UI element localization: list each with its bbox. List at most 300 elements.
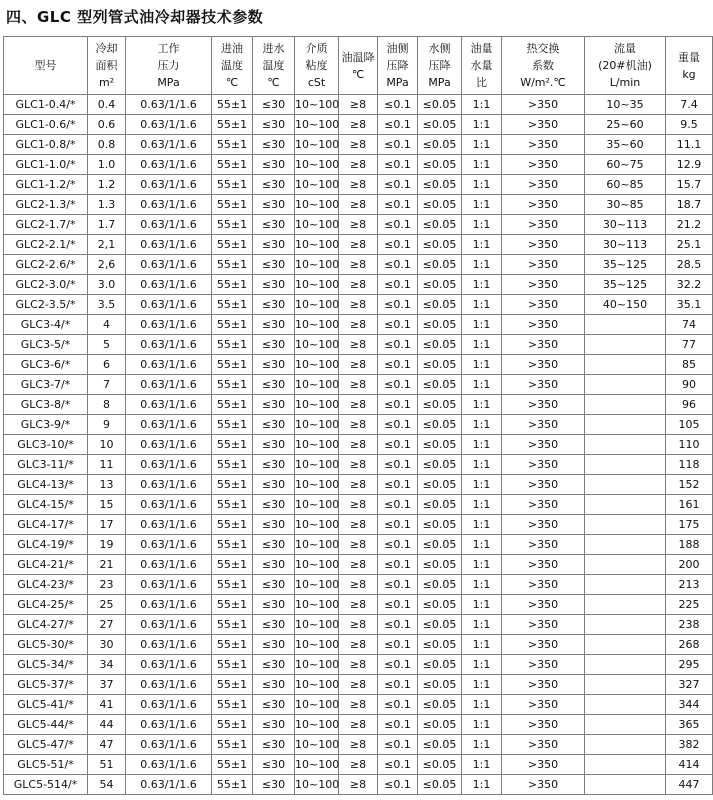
header-cell [418, 37, 462, 95]
table-row [4, 295, 713, 315]
table-cell: 7.4 [666, 95, 713, 115]
table-cell: 10~100 [295, 355, 339, 375]
table-row [4, 755, 713, 775]
table-cell: ≤30 [253, 535, 295, 555]
table-cell: >350 [502, 335, 585, 355]
table-cell: ≤0.1 [378, 115, 418, 135]
table-cell: ≤0.05 [418, 575, 462, 595]
table-cell: 55±1 [212, 295, 253, 315]
table-cell [585, 755, 666, 775]
table-cell: ≤0.1 [378, 295, 418, 315]
table-row [4, 195, 713, 215]
header-line: ℃ [267, 76, 280, 89]
table-row [4, 235, 713, 255]
table-cell: 10~100 [295, 235, 339, 255]
table-row [4, 115, 713, 135]
table-cell: ≤30 [253, 695, 295, 715]
table-cell: 0.8 [88, 135, 126, 155]
header-line: (20#机油) [598, 59, 652, 72]
table-cell: 0.63/1/1.6 [126, 615, 212, 635]
table-cell: ≤0.1 [378, 575, 418, 595]
table-cell: 55±1 [212, 715, 253, 735]
table-row [4, 155, 713, 175]
table-row [4, 435, 713, 455]
table-cell: >350 [502, 135, 585, 155]
table-cell [585, 575, 666, 595]
table-cell: 10~100 [295, 375, 339, 395]
table-cell: ≤0.05 [418, 595, 462, 615]
table-cell: >350 [502, 695, 585, 715]
table-cell: 1:1 [462, 95, 502, 115]
table-cell: ≤0.05 [418, 535, 462, 555]
header-cell [585, 37, 666, 95]
table-cell: ≤0.05 [418, 155, 462, 175]
table-row [4, 495, 713, 515]
table-cell [585, 355, 666, 375]
table-cell: 55±1 [212, 275, 253, 295]
header-line: ℃ [351, 67, 365, 81]
table-cell: 1:1 [462, 495, 502, 515]
table-cell: ≤0.05 [418, 415, 462, 435]
table-cell: >350 [502, 195, 585, 215]
header-cell [462, 37, 502, 95]
model-cell: GLC4-13/* [4, 475, 88, 495]
table-cell: 21.2 [666, 215, 713, 235]
table-cell: ≤30 [253, 395, 295, 415]
table-cell: 35~125 [585, 255, 666, 275]
table-cell: ≥8 [339, 575, 378, 595]
table-cell: 25~60 [585, 115, 666, 135]
table-cell: 47 [88, 735, 126, 755]
table-cell: ≤0.1 [378, 415, 418, 435]
table-cell: ≤0.05 [418, 675, 462, 695]
table-cell: ≤0.1 [378, 255, 418, 275]
table-cell: 0.63/1/1.6 [126, 155, 212, 175]
table-cell: ≤30 [253, 575, 295, 595]
table-cell: ≥8 [339, 675, 378, 695]
table-cell: 0.63/1/1.6 [126, 575, 212, 595]
table-cell: 55±1 [212, 735, 253, 755]
table-cell: 12.9 [666, 155, 713, 175]
table-cell: ≥8 [339, 95, 378, 115]
table-cell: ≤30 [253, 555, 295, 575]
table-cell: 0.63/1/1.6 [126, 115, 212, 135]
table-cell: 28.5 [666, 255, 713, 275]
header-line: 热交换 [526, 42, 560, 55]
table-cell: 1.2 [88, 175, 126, 195]
table-cell: 10~100 [295, 555, 339, 575]
table-cell: 55±1 [212, 135, 253, 155]
table-cell: 0.63/1/1.6 [126, 275, 212, 295]
table-cell: ≤30 [253, 295, 295, 315]
table-cell: ≥8 [339, 495, 378, 515]
table-row [4, 735, 713, 755]
model-cell: GLC5-41/* [4, 695, 88, 715]
table-cell: 15.7 [666, 175, 713, 195]
table-cell: 55±1 [212, 695, 253, 715]
table-cell: ≤0.05 [418, 555, 462, 575]
table-cell: >350 [502, 375, 585, 395]
header-line: ℃ [225, 76, 239, 89]
table-cell: 225 [666, 595, 713, 615]
table-cell: 35~60 [585, 135, 666, 155]
table-row [4, 355, 713, 375]
header-line: 面积 [95, 59, 118, 72]
table-cell: >350 [502, 595, 585, 615]
table-cell: ≤0.05 [418, 695, 462, 715]
table-cell: 55±1 [212, 175, 253, 195]
table-cell: 327 [666, 675, 713, 695]
table-cell: 110 [666, 435, 713, 455]
table-cell: 55±1 [212, 775, 253, 795]
table-cell: ≤0.05 [418, 775, 462, 795]
table-cell: ≤30 [253, 415, 295, 435]
table-cell: 0.63/1/1.6 [126, 395, 212, 415]
page-title: 四、GLC 型列管式油冷却器技术参数 [6, 8, 264, 26]
table-cell: ≥8 [339, 695, 378, 715]
table-cell: ≥8 [339, 195, 378, 215]
table-cell: ≤0.05 [418, 335, 462, 355]
table-cell: 1:1 [462, 155, 502, 175]
table-cell: ≤0.05 [418, 195, 462, 215]
table-cell: 1:1 [462, 215, 502, 235]
model-cell: GLC1-0.4/* [4, 95, 88, 115]
table-cell: >350 [502, 675, 585, 695]
table-row [4, 475, 713, 495]
table-cell: 55±1 [212, 215, 253, 235]
table-cell: >350 [502, 515, 585, 535]
model-cell: GLC5-34/* [4, 655, 88, 675]
table-cell: 2,6 [88, 255, 126, 275]
table-cell: 1:1 [462, 615, 502, 635]
table-cell [585, 415, 666, 435]
table-row [4, 215, 713, 235]
table-cell: >350 [502, 435, 585, 455]
table-cell: 10~100 [295, 695, 339, 715]
table-cell: >350 [502, 415, 585, 435]
table-cell: 35~125 [585, 275, 666, 295]
table-cell: 34 [88, 655, 126, 675]
header-cell [4, 37, 88, 95]
table-cell: 1:1 [462, 235, 502, 255]
header-line: 油量 [470, 42, 493, 55]
table-cell: 27 [88, 615, 126, 635]
model-cell: GLC3-5/* [4, 335, 88, 355]
table-cell: ≤0.05 [418, 95, 462, 115]
table-cell: 200 [666, 555, 713, 575]
table-cell: 23 [88, 575, 126, 595]
table-cell: ≤0.1 [378, 615, 418, 635]
table-cell: 55±1 [212, 255, 253, 275]
table-cell: 0.63/1/1.6 [126, 295, 212, 315]
header-line: 压降 [428, 59, 451, 72]
table-cell: ≤0.1 [378, 775, 418, 795]
table-cell: 0.63/1/1.6 [126, 135, 212, 155]
table-cell: 4 [88, 315, 126, 335]
table-cell: 55±1 [212, 395, 253, 415]
table-cell: 55±1 [212, 595, 253, 615]
table-cell: 188 [666, 535, 713, 555]
table-cell: 10~100 [295, 315, 339, 335]
table-cell: ≤0.05 [418, 755, 462, 775]
table-cell: ≤0.1 [378, 535, 418, 555]
table-cell: 447 [666, 775, 713, 795]
table-cell: 55±1 [212, 235, 253, 255]
header-line: MPa [157, 76, 180, 89]
header-line: 油侧 [386, 42, 409, 55]
table-cell: 105 [666, 415, 713, 435]
model-cell: GLC3-7/* [4, 375, 88, 395]
table-cell [585, 515, 666, 535]
table-row [4, 135, 713, 155]
table-cell: ≥8 [339, 215, 378, 235]
table-cell: >350 [502, 255, 585, 275]
table-cell: ≤30 [253, 95, 295, 115]
table-cell: 40~150 [585, 295, 666, 315]
table-cell: 25 [88, 595, 126, 615]
table-cell: 0.63/1/1.6 [126, 755, 212, 775]
table-cell: ≥8 [339, 615, 378, 635]
table-cell: ≤0.05 [418, 495, 462, 515]
table-cell: 1:1 [462, 555, 502, 575]
table-cell: ≥8 [339, 515, 378, 535]
table-cell: 1:1 [462, 755, 502, 775]
model-cell: GLC4-15/* [4, 495, 88, 515]
table-cell: ≤0.1 [378, 195, 418, 215]
table-cell: >350 [502, 215, 585, 235]
table-cell: >350 [502, 275, 585, 295]
table-cell: 55±1 [212, 615, 253, 635]
header-cell [339, 37, 378, 95]
table-cell: 0.63/1/1.6 [126, 535, 212, 555]
table-cell: 54 [88, 775, 126, 795]
table-cell: ≥8 [339, 395, 378, 415]
table-cell: 55±1 [212, 335, 253, 355]
header-line: 压力 [157, 59, 180, 72]
table-cell: ≤30 [253, 315, 295, 335]
table-cell: 55±1 [212, 315, 253, 335]
table-cell [585, 335, 666, 355]
table-cell: >350 [502, 95, 585, 115]
table-cell: 0.63/1/1.6 [126, 495, 212, 515]
model-cell: GLC3-9/* [4, 415, 88, 435]
table-cell: 1:1 [462, 655, 502, 675]
header-cell [88, 37, 126, 95]
model-cell: GLC5-44/* [4, 715, 88, 735]
table-cell: 10~100 [295, 95, 339, 115]
table-cell: 30~85 [585, 195, 666, 215]
table-cell: 0.63/1/1.6 [126, 655, 212, 675]
table-row [4, 395, 713, 415]
header-line: 油温降 [341, 50, 375, 64]
table-cell: 1:1 [462, 335, 502, 355]
table-cell: ≥8 [339, 655, 378, 675]
table-cell: 10~100 [295, 595, 339, 615]
table-cell: 55±1 [212, 555, 253, 575]
model-cell: GLC2-2.1/* [4, 235, 88, 255]
table-cell: 55±1 [212, 355, 253, 375]
model-cell: GLC5-30/* [4, 635, 88, 655]
table-cell: 11 [88, 455, 126, 475]
table-cell [585, 775, 666, 795]
table-cell: ≤0.1 [378, 695, 418, 715]
table-cell: 60~85 [585, 175, 666, 195]
table-cell: ≥8 [339, 435, 378, 455]
table-cell: 0.63/1/1.6 [126, 635, 212, 655]
table-cell: 1:1 [462, 695, 502, 715]
table-cell: 1.7 [88, 215, 126, 235]
table-cell: 41 [88, 695, 126, 715]
table-cell: 0.63/1/1.6 [126, 355, 212, 375]
table-cell: 55±1 [212, 155, 253, 175]
table-row [4, 375, 713, 395]
model-cell: GLC5-51/* [4, 755, 88, 775]
model-cell: GLC1-0.6/* [4, 115, 88, 135]
model-cell: GLC5-47/* [4, 735, 88, 755]
table-cell: ≤0.05 [418, 475, 462, 495]
table-cell: ≤30 [253, 735, 295, 755]
spec-table [3, 36, 713, 795]
table-row [4, 275, 713, 295]
table-cell: 55±1 [212, 675, 253, 695]
table-cell: ≤30 [253, 375, 295, 395]
table-cell: ≤30 [253, 235, 295, 255]
table-cell: >350 [502, 655, 585, 675]
table-cell: >350 [502, 295, 585, 315]
table-cell: ≤0.1 [378, 375, 418, 395]
table-cell: 10~100 [295, 575, 339, 595]
table-row [4, 575, 713, 595]
table-cell: ≤0.1 [378, 455, 418, 475]
table-cell: 10~100 [295, 155, 339, 175]
header-line: m² [98, 76, 115, 89]
table-cell: ≤0.1 [378, 175, 418, 195]
table-cell: ≥8 [339, 455, 378, 475]
header-line: 型号 [34, 59, 57, 72]
table-cell: 161 [666, 495, 713, 515]
model-cell: GLC2-2.6/* [4, 255, 88, 275]
table-row [4, 175, 713, 195]
table-cell: 10~100 [295, 715, 339, 735]
table-cell: 295 [666, 655, 713, 675]
table-cell: 1:1 [462, 295, 502, 315]
model-cell: GLC4-27/* [4, 615, 88, 635]
table-cell: ≤0.1 [378, 555, 418, 575]
table-cell: 3.0 [88, 275, 126, 295]
header-line: 工作 [157, 42, 180, 55]
table-row [4, 655, 713, 675]
table-cell: 0.63/1/1.6 [126, 315, 212, 335]
table-row [4, 535, 713, 555]
table-cell: 10~100 [295, 135, 339, 155]
model-cell: GLC3-6/* [4, 355, 88, 375]
table-cell: 0.63/1/1.6 [126, 695, 212, 715]
model-cell: GLC5-514/* [4, 775, 88, 795]
table-row [4, 255, 713, 275]
table-cell: 55±1 [212, 475, 253, 495]
table-cell: ≤0.05 [418, 655, 462, 675]
table-cell: >350 [502, 775, 585, 795]
table-cell: 0.63/1/1.6 [126, 455, 212, 475]
table-cell: 9.5 [666, 115, 713, 135]
table-row [4, 95, 713, 115]
table-cell: ≤30 [253, 515, 295, 535]
table-cell: 60~75 [585, 155, 666, 175]
table-cell: 1:1 [462, 435, 502, 455]
table-cell: ≤30 [253, 715, 295, 735]
table-cell: ≥8 [339, 115, 378, 135]
table-cell: 11.1 [666, 135, 713, 155]
table-cell: 10~100 [295, 775, 339, 795]
model-cell: GLC3-4/* [4, 315, 88, 335]
table-cell: 1:1 [462, 535, 502, 555]
table-cell: 55±1 [212, 115, 253, 135]
header-line: 压降 [386, 59, 409, 72]
table-cell: ≤0.1 [378, 135, 418, 155]
table-cell: ≤30 [253, 255, 295, 275]
table-cell: 10~100 [295, 195, 339, 215]
table-cell: 3.5 [88, 295, 126, 315]
table-cell: 0.63/1/1.6 [126, 215, 212, 235]
table-cell: ≤0.1 [378, 495, 418, 515]
table-cell: 90 [666, 375, 713, 395]
header-cell [212, 37, 253, 95]
model-cell: GLC4-17/* [4, 515, 88, 535]
model-cell: GLC1-1.2/* [4, 175, 88, 195]
table-cell: ≤0.1 [378, 735, 418, 755]
table-cell: >350 [502, 355, 585, 375]
table-cell: 1:1 [462, 675, 502, 695]
table-cell: 0.63/1/1.6 [126, 415, 212, 435]
table-cell: ≤0.1 [378, 235, 418, 255]
table-cell: 44 [88, 715, 126, 735]
model-cell: GLC4-25/* [4, 595, 88, 615]
table-cell: ≤0.05 [418, 515, 462, 535]
table-cell: ≤0.05 [418, 435, 462, 455]
table-cell: 175 [666, 515, 713, 535]
table-cell: 238 [666, 615, 713, 635]
model-cell: GLC5-37/* [4, 675, 88, 695]
table-cell: 30~113 [585, 235, 666, 255]
table-cell: 1:1 [462, 395, 502, 415]
table-cell: ≤30 [253, 215, 295, 235]
table-cell: ≤30 [253, 135, 295, 155]
table-cell: 25.1 [666, 235, 713, 255]
table-cell: 365 [666, 715, 713, 735]
table-cell: 0.63/1/1.6 [126, 255, 212, 275]
table-cell: 1:1 [462, 575, 502, 595]
table-cell: 10~100 [295, 535, 339, 555]
table-cell: 414 [666, 755, 713, 775]
table-row [4, 415, 713, 435]
table-cell: 1.3 [88, 195, 126, 215]
table-cell: 2,1 [88, 235, 126, 255]
table-cell: 55±1 [212, 575, 253, 595]
table-row [4, 595, 713, 615]
table-cell [585, 495, 666, 515]
table-cell: 55±1 [212, 635, 253, 655]
table-cell: >350 [502, 495, 585, 515]
table-cell: ≤0.05 [418, 275, 462, 295]
table-cell: ≥8 [339, 735, 378, 755]
table-cell: 19 [88, 535, 126, 555]
table-cell: 0.63/1/1.6 [126, 335, 212, 355]
table-cell: 21 [88, 555, 126, 575]
table-row [4, 715, 713, 735]
table-cell: 0.63/1/1.6 [126, 475, 212, 495]
table-cell [585, 695, 666, 715]
header-cell [295, 37, 339, 95]
